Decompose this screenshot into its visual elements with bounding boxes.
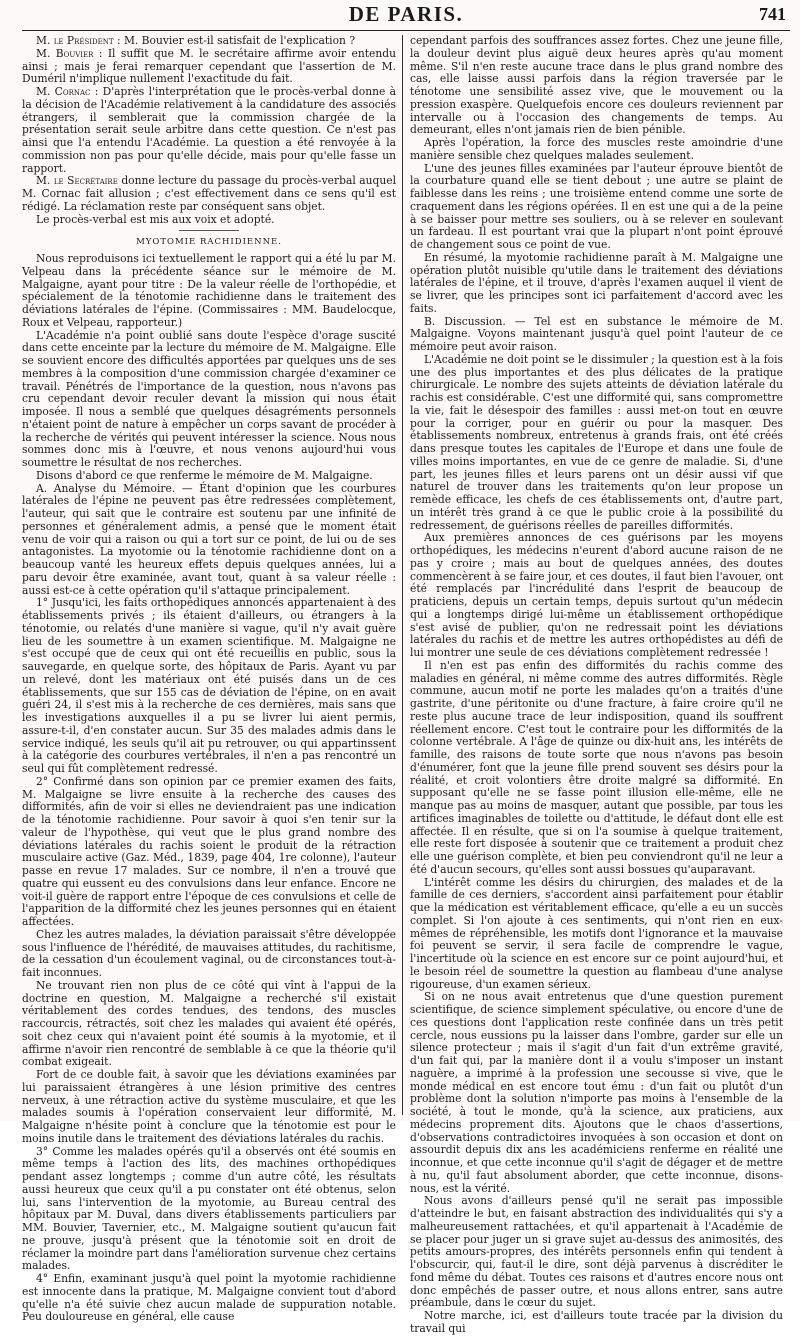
minutes-paragraph — [22, 48, 396, 86]
body-paragraph: A. Analyse du Mémoire. — Étant d'opinion que les courbures latérales de l'épine ne peuvent pas être redressées complètement, l'auteur, qui sait que le contraire est soutenu par une infinité de personnes et généralement admis, a pensé que le moment était venu de voir qui a raison ou qui a tort sur ce point, de lui ou de ses antagonistes. La myotomie ou la ténotomie rachidienne dont on a beaucoup vanté les heureux effets depuis quelques années, lui a paru devoir être examinée, avant tout, quant à sa valeur réelle : aussi est-ce à cette opération qu'il s'attaque principalement. — [22, 481, 396, 597]
section-divider — [179, 230, 239, 231]
body-paragraph: Aux premières annonces de ces guérisons par les moyens orthopédiques, les médecins n'eurent d'abord aucune raison de ne pas y croire ; mais au bout de quelques années, des doutes commencèrent à se faire jour, et ces doutes, il faut bien l'avouer, ont été remplacés par l'incrédulité dans l'esprit de beaucoup de praticiens, depuis un certain temps, depuis surtout qu'un médecin qui a longtemps dirigé lui-même un établissement orthopédique s'est avisé de publier, qu'on ne redressait point les déviations latérales du rachis et de mettre les autres orthopédistes au défi de lui montrer une seule de ces déviations complètement redressée ! — [410, 531, 783, 659]
page-header — [22, 0, 790, 31]
body-paragraph: 2° Confirmé dans son opinion par ce premier examen des faits, M. Malgaigne se livre ensuite à la recherche des causes des difformités, afin de voir si elles ne deviendraient pas une indication de la ténotomie rachidienne. Pour savoir à quoi s'en tenir sur la valeur de l'hypothèse, qui veut que le plus grand nombre des déviations latérales du rachis soient le produit de la rétraction musculaire active (Gaz. Méd., 1839, page 404, 1re colonne), l'auteur passe en revue 17 malades. Sur ce nombre, il n'en a trouvé que quatre qui eussent eu des convulsions dans leur enfance. Encore ne voit-il guère de rapport entre l'époque de ces convulsions et celle de l'apparition de la difformité chez les jeunes personnes qui en étaient affectées. — [22, 774, 396, 928]
speaker-name: M. le Secrétaire — [36, 174, 118, 188]
body-paragraph: Ne trouvant rien non plus de ce côté qui vînt à l'appui de la doctrine en question, M. Malgaigne a recherché s'il existait véritablement des cordes tendues, des tendons, des muscles raccourcis, rétractés, soit chez les malades qui avaient été opérés, soit chez ceux qui n'avaient point été soumis à la myotomie, et il affirme n'avoir rien rencontré de semblable à ce que la théorie qu'il combat exigeait. — [22, 978, 396, 1069]
speaker-name: M. le Président — [36, 34, 114, 47]
left-column — [22, 34, 402, 1324]
body-paragraph: cependant parfois des souffrances assez fortes. Chez une jeune fille, la douleur devint plus aiguë deux heures après qu'au moment même. S'il n'en reste aucune trace dans le plus grand nombre des cas, elle laisse aussi parfois dans la région traversée par le ténotome une sensibilité assez vive, que le mouvement ou la pression exaspère. Quelquefois encore ces douleurs reviennent par intervalle ou à l'occasion des changements de temps. Au demeurant, elles n'ont jamais rien de bien pénible. — [410, 34, 783, 137]
body-paragraph: Nous reproduisons ici textuellement le rapport qui a été lu par M. Velpeau dans la précédente séance sur le mémoire de M. Malgaigne, ayant pour titre : De la valeur réelle de l'orthopédie, et spécialement de la ténotomie rachidienne dans le traitement des déviations latérales de l'épine. (Commissaires : MM. Baudelocque, Roux et Velpeau, rapporteur.) — [22, 252, 396, 329]
body-paragraph: Disons d'abord ce que renferme le mémoire de M. Malgaigne. — [36, 468, 373, 482]
columns — [22, 34, 790, 1335]
speech-text: : M. Bouvier est-il satisfait de l'explication ? — [113, 34, 356, 47]
body-paragraph: Notre marche, ici, est d'ailleurs toute tracée par la division du travail qui — [410, 1309, 783, 1335]
speech-text: : D'après l'interprétation que le procès-verbal donne à la décision de l'Académie relativement à la candidature des associés étrangers, il semblerait que la commission chargée de la présentation serait seule arbitre dans cette question. Ce n'est pas ainsi que l'a entendu l'Académie. La question a été renvoyée à la commission non pas pour qu'elle décide, mais pour qu'elle fasse un rapport. — [22, 85, 396, 175]
speaker-name: M. Cornac — [36, 85, 91, 98]
body-paragraph: L'Académie n'a point oublié sans doute l'espèce d'orage suscité dans cette enceinte par la lecture du mémoire de M. Malgaigne. Elle se souvient encore des difficultés apportées par quelques uns de ses membres à la composition d'une commission chargée d'examiner ce travail. Pénétrés de l'importance de la question, nous n'avons pas cru cependant devoir reculer devant la mission qui nous était imposée. Il nous a semblé que quelques désagréments personnels n'étaient point de nature à empêcher un corps savant de procéder à la recherche de vérités qui peuvent intéresser la science. Nous nous sommes donc mis à l'œuvre, et nous venons aujourd'hui vous soumettre le résultat de nos recherches. — [22, 328, 396, 469]
right-column — [403, 34, 783, 1335]
speech-text: : Il suffit que M. le secrétaire affirme avoir entendu ainsi ; mais je ferai remarquer cependant que l'assertion de M. Duméril n'implique nullement l'exactitude du fait. — [22, 46, 396, 86]
body-paragraph: Fort de ce double fait, à savoir que les déviations examinées par lui paraissaient étrangères à une lésion primitive des centres nerveux, à une rétraction active du système musculaire, et que les malades soumis à l'opération conservaient leur difformité, M. Malgaigne n'hésite point à conclure que la ténotomie est pour le moins inutile dans le traitement des déviations latérales du rachis. — [22, 1068, 396, 1145]
page-number: 741 — [759, 4, 786, 24]
body-paragraph: L'Académie ne doit point se le dissimuler ; la question est à la fois une des plus importantes et des plus délicates de la pratique chirurgicale. Le nombre des sujets atteints de déviation latérale du rachis est considérable. C'est une difformité qui, sans compromettre la vie, fait le désespoir des familles : aussi met-on tout en œuvre pour la corriger, pour en guérir ou pour la masquer. Des établissements nombreux, entretenus à grands frais, ont été créés dans presque toutes les capitales de l'Europe et dans une foule de villes moins importantes, en vue de ce genre de maladie. Si, d'une part, les jeunes filles et leurs parens ont un désir aussi vif que naturel de trouver dans les traitements qu'on leur propose un remède efficace, les chefs de ces établissements ont, d'autre part, un intérêt très grand à ce que le public croie à la possibilité du redressement, de guérisons réelles de pareilles difformités. — [410, 352, 783, 532]
section-title: MYOTOMIE RACHIDIENNE. — [136, 237, 282, 248]
speech-text: Le procès-verbal est mis aux voix et adopté. — [36, 212, 275, 226]
body-paragraph: Après l'opération, la force des muscles reste amoindrie d'une manière sensible chez quelques malades seulement. — [410, 136, 783, 162]
body-paragraph: 1° Jusqu'ici, les faits orthopédiques annoncés appartenaient à des établissements privés ; ils étaient d'ailleurs, ou étrangers à la ténotomie, ou relatés d'une manière si vague, qu'il n'y avait guère lieu de les soumettre à un examen scientifique. M. Malgaigne ne s'est occupé que de ceux qui ont été recueillis en public, sous la sauvegarde, en quelque sorte, des hôpitaux de Paris. Ayant vu par un relevé, dont les matériaux ont été puisés dans un de ces établissements, que sur 155 cas de déviation de l'épine, on en avait guéri 24, il s'est mis à la recherche de ces dernières, mais sans que les investigations auxquelles il a pu se livrer lui aient permis, assure-t-il, d'en constater aucun. Sur 35 des malades admis dans le service indiqué, les seuls qu'il ait pu retrouver, ou qui appartinssent à la catégorie des courbures vertébrales, il n'en a pas rencontré un seul qui fût complètement redressé. — [22, 596, 396, 775]
minutes-paragraph — [22, 175, 396, 213]
minutes-paragraph — [22, 86, 396, 175]
speech-text: donne lecture du passage du procès-verbal auquel M. Cornac fait allusion ; c'est effectivement dans ce sens qu'il est rédigé. La réclamation reste par conséquent sans objet. — [22, 174, 396, 213]
body-paragraph: Nous avons d'ailleurs pensé qu'il ne serait pas impossible d'atteindre le but, en faisant abstraction des individualités qui s'y a malheureusement rattachées, et qu'il appartenait à l'Académie de se placer pour juger un si grave sujet au-dessus des animosités, des petits amours-propres, des intérêts personnels enfin qui tendent à l'obscurcir, qui, faut-il le dire, sont déjà parvenus à discréditer le fond même du débat. Toutes ces raisons et d'autres encore nous ont donc empêchés de passer outre, et nous allons entrer, sans autre préambule, dans le cœur du sujet. — [410, 1194, 783, 1310]
body-paragraph: En résumé, la myotomie rachidienne paraît à M. Malgaigne une opération plutôt nuisible qu'utile dans le traitement des déviations latérales de l'épine, et il trouve, d'après l'examen auquel il vient de se livrer, que les principes sont ici parfaitement d'accord avec les faits. — [410, 250, 783, 315]
body-paragraph: Chez les autres malades, la déviation paraissait s'être développée sous l'influence de l'hérédité, de mauvaises attitudes, du rachitisme, de la cessation d'un écoulement vaginal, ou de circonstances tout-à-fait inconnues. — [22, 927, 396, 979]
body-paragraph: B. Discussion. — Tel est en substance le mémoire de M. Malgaigne. Voyons maintenant jusqu'à quel point l'auteur de ce mémoire peut avoir raison. — [410, 314, 783, 353]
body-paragraph: Si on ne nous avait entretenus que d'une question purement scientifique, de science simplement spéculative, ou encore d'une de ces questions dont l'application reste confinée dans un très petit cercle, nous eussions pu la laisser dans l'ombre, garder sur elle un silence protecteur ; mais il s'agit d'un fait d'un extrême gravité, d'un fait qui, par la manière dont il a voulu s'imposer un instant naguère, a imprimé à la profession une secousse si vive, que le monde médical en est encore tout ému : d'un fait ou plutôt d'un problème dont la solution n'importe pas moins à l'ensemble de la société, à tout le monde, qu'à la science, aux praticiens, aux médecins proprement dits. Ajoutons que le chaos d'assertions, d'observations contradictoires invoquées à son occasion et dont on assourdit depuis dix ans les académiciens renferme en réalité une inconnue, et que cette inconnue qu'il s'agit de dégager et de mettre à nu, qu'il faut absolument aborder, que cette inconnue, disons-nous, est la vérité. — [410, 990, 783, 1195]
body-paragraph: Il n'en est pas enfin des difformités du rachis comme des maladies en général, ni même comme des autres difformités. Règle commune, aucun motif ne porte les malades qu'on a traités d'une gastrite, d'une péritonite ou d'une fracture, à faire croire qu'il ne reste plus aucune trace de leur indisposition, quand ils souffrent réellement encore. C'est tout le contraire pour les difformités de la colonne vertébrale. A l'âge de quinze ou dix-huit ans, les intérêts de famille, des raisons de toute sorte que nous n'avons pas besoin d'énumérer, font que la jeune fille prend souvent ses désirs pour la réalité, et croit volontiers être droite malgré sa difformité. En supposant qu'elle ne se fasse point illusion elle-même, elle ne manque pas au moins de masquer, autant que possible, par tous les artifices imaginables de toilette ou d'attitude, le défaut dont elle est affectée. Il en résulte, que si on l'a soumise à quelque traitement, elle reste fort disposée à soutenir que ce traitement a produit chez elle une guérison complète, et bien peu conviendront qu'il ne leur a été d'aucun secours, qu'elles sont aussi bossues qu'auparavant. — [410, 658, 783, 876]
body-paragraph: 4° Enfin, examinant jusqu'à quel point la myotomie rachidienne est innocente dans la pratique, M. Malgaigne convient tout d'abord qu'elle n'a été suivie chez aucun malade de suppuration notable. Peu douloureuse en général, elle cause — [22, 1272, 396, 1324]
speaker-name: M. Bouvier — [36, 46, 94, 60]
running-head: DE PARIS. — [348, 2, 464, 26]
minutes-paragraph — [22, 214, 396, 227]
body-paragraph: 3° Comme les malades opérés qu'il a observés ont été soumis en même temps à l'action des lits, des machines orthopédiques pendant assez longtemps ; comme d'un autre côté, les résultats aussi heureux que ceux qu'il a pu constater ont été obtenus, selon lui, sans l'intervention de la myotomie, au Bureau central des hôpitaux par M. Duval, dans divers établissements particuliers par MM. Bouvier, Tavernier, etc., M. Malgaigne soutient qu'aucun fait ne prouve, jusqu'à présent que la ténotomie soit en droit de réclamer la moindre part dans l'amélioration survenue chez certains malades. — [22, 1144, 396, 1273]
body-paragraph: L'intérêt comme les désirs du chirurgien, des malades et de la famille de ces derniers, s'accordent ainsi parfaitement pour établir que la médication est véritablement efficace, qu'elle a eu un succès complet. Si l'on ajoute à ces sentiments, qui n'ont rien en eux-mêmes de répréhensible, les motifs dont l'ignorance et la mauvaise foi peuvent se servir, il sera facile de comprendre le vague, l'incertitude où la science en est encore sur ce point aujourd'hui, et le besoin réel de soumettre la question au flambeau d'une analyse rigoureuse, d'un examen sérieux. — [410, 875, 783, 991]
body-paragraph: L'une des jeunes filles examinées par l'auteur éprouve bientôt de la courbature quand elle se tient debout ; une autre se plaint de faiblesse dans les reins ; une troisième entend comme une sorte de craquement dans les régions opérées. Il en est une qui a de la peine à se baisser pour mettre ses souliers, ou à se relever en soulevant un fardeau. Il est pourtant vrai que la plupart n'ont point éprouvé de changement sous ce point de vue. — [410, 161, 783, 251]
